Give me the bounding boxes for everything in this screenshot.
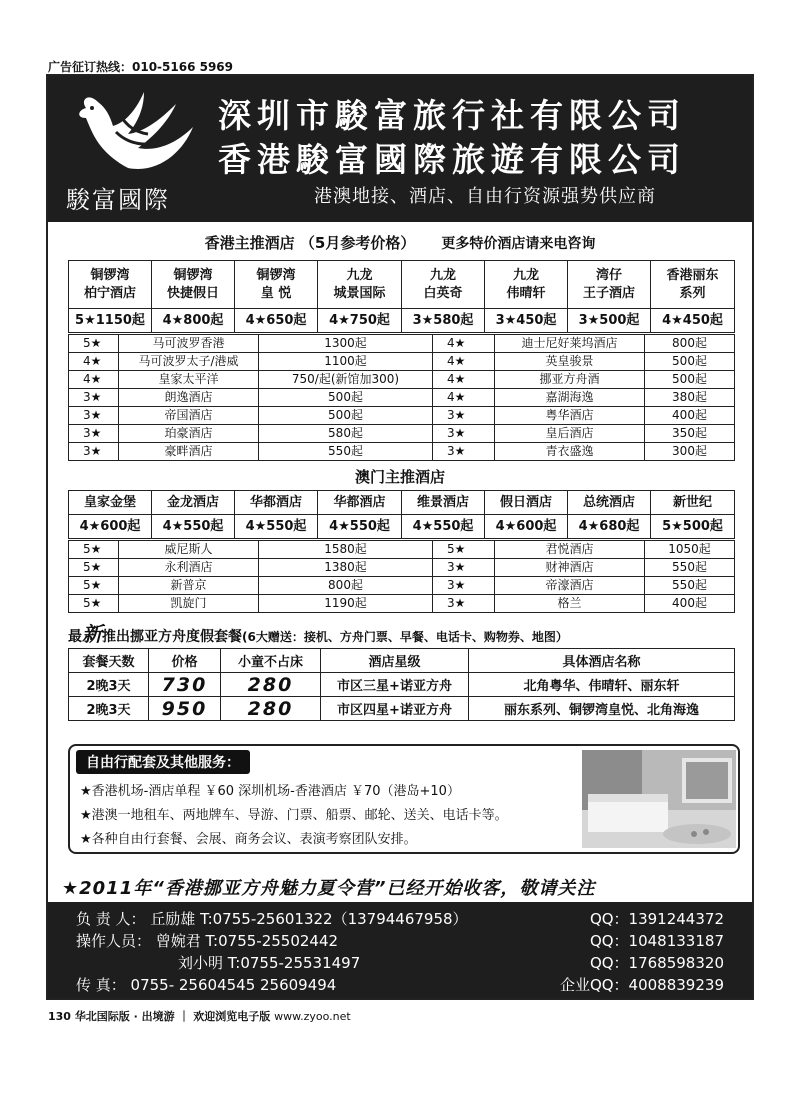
services-box [68,744,740,854]
macau-featured-name: 金龙酒店 [152,491,235,515]
hk-featured-price: 4★750起 [318,309,402,333]
package-child-price: 280 [221,673,321,697]
macau-featured-name: 维景酒店 [402,491,485,515]
hk-featured-hotel: 皇 悦 [260,285,292,301]
hk-featured-hotel: 系列 [679,285,706,301]
hk-price-left: 1100起 [259,353,433,371]
package-hotels: 丽东系列、铜锣湾皇悦、北角海逸 [469,697,735,721]
package-stars: 市区三星+诺亚方舟 [321,673,469,697]
contact-operator-1: 操作人员： 曾婉君 T:0755-25502442 [76,932,339,950]
ad-hotline: 广告征订热线：010-5166 5969 [48,60,234,74]
hk-star-right: 3★ [433,407,495,425]
hk-star-left: 3★ [69,443,119,461]
macau-featured-price: 4★550起 [318,515,402,539]
hk-featured-name [402,261,485,309]
hk-featured-hotel: 王子酒店 [582,285,635,301]
hk-subtitle: 更多特价酒店请来电咨询 [441,236,596,252]
hk-featured-name [152,261,235,309]
hk-featured-area: 九龙 [346,267,373,283]
hk-row [69,389,735,407]
macau-row [69,577,735,595]
hk-star-left: 4★ [69,371,119,389]
hk-star-left: 4★ [69,353,119,371]
macau-star-right: 3★ [433,577,495,595]
hk-row [69,335,735,353]
macau-hotel-left: 凯旋门 [119,595,259,613]
hk-price-left: 580起 [259,425,433,443]
macau-section-title: 澳门主推酒店 [354,468,445,486]
macau-featured-name: 总统酒店 [568,491,651,515]
hk-price-right: 500起 [645,353,735,371]
macau-star-right: 3★ [433,595,495,613]
package-header: 具体酒店名称 [469,649,735,673]
hk-featured-hotel: 柏宁酒店 [83,285,136,301]
package-title-pre: 最 [68,629,82,645]
hk-price-left: 500起 [259,407,433,425]
hk-hotel-table [68,334,735,461]
package-price: 950 [149,697,221,721]
service-item: ★港澳一地租车、两地牌车、导游、门票、船票、邮轮、送关、电话卡等。 [80,808,508,823]
hk-hotel-right: 嘉湖海逸 [495,389,645,407]
company-name-shenzhen: 深圳市駿富旅行社有限公司 [218,96,686,135]
hk-star-left: 5★ [69,335,119,353]
hk-star-right: 3★ [433,443,495,461]
hk-row [69,407,735,425]
macau-featured-name: 假日酒店 [485,491,568,515]
hk-featured-name [651,261,735,309]
contact-operator-2: 刘小明 T:0755-25531497 [178,954,361,972]
hk-price-left: 750/起(新馆加300) [259,371,433,389]
package-gifts: (6大赠送：接机、方舟门票、早餐、电话卡、购物券、地图） [242,630,568,644]
macau-price-left: 1190起 [259,595,433,613]
hk-featured-name [235,261,318,309]
macau-price-left: 800起 [259,577,433,595]
macau-price-left: 1580起 [259,541,433,559]
hk-star-right: 3★ [433,425,495,443]
macau-featured-price: 4★600起 [69,515,152,539]
package-stars: 市区四星+诺亚方舟 [321,697,469,721]
page-number: 130 [48,1010,71,1023]
package-title [68,618,568,647]
hk-hotel-right: 粤华酒店 [495,407,645,425]
company-name-hongkong: 香港駿富國際旅遊有限公司 [218,140,686,179]
macau-hotel-left: 永利酒店 [119,559,259,577]
macau-star-left: 5★ [69,541,119,559]
services-title: 自由行配套及其他服务： [76,750,250,774]
hk-price-right: 300起 [645,443,735,461]
contact-panel [48,902,752,998]
macau-hotel-left: 威尼斯人 [119,541,259,559]
service-item: ★各种自由行套餐、会展、商务会议、表演考察团队安排。 [80,832,417,847]
hk-featured-price: 4★450起 [651,309,735,333]
contact-operator-2-qq: QQ：1768598320 [589,954,724,972]
contact-enterprise-qq: 企业QQ：4008839239 [559,976,724,994]
macau-hotel-table [68,540,735,613]
macau-star-right: 3★ [433,559,495,577]
macau-hotel-right: 帝濠酒店 [495,577,645,595]
package-title-new: 新 [82,622,102,646]
macau-star-left: 5★ [69,577,119,595]
hk-price-left: 500起 [259,389,433,407]
hk-featured-name [568,261,651,309]
footer-text: 华北国际版 · 出境游 ｜ 欢迎浏览电子版 [74,1010,271,1023]
hk-featured-area: 铜锣湾 [173,267,213,283]
hk-featured-name [69,261,152,309]
macau-hotel-right: 格兰 [495,595,645,613]
contact-operator-1-qq: QQ：1048133187 [589,932,724,950]
hk-featured-name [485,261,568,309]
hk-star-right: 4★ [433,389,495,407]
advertisement-frame [46,74,754,1000]
macau-row [69,559,735,577]
hk-featured-price: 3★500起 [568,309,651,333]
package-child-price: 280 [221,697,321,721]
hk-price-right: 350起 [645,425,735,443]
package-hotels: 北角粤华、伟晴轩、丽东轩 [469,673,735,697]
hk-row [69,371,735,389]
hk-title: 香港主推酒店 （5月参考价格） [204,234,416,252]
hk-hotel-left: 皇家太平洋 [119,371,259,389]
macau-featured-price: 4★550起 [152,515,235,539]
contact-fax: 传 真： 0755- 25604545 25609494 [76,976,337,994]
macau-featured-name: 华都酒店 [318,491,402,515]
package-table [68,648,735,721]
macau-featured-price: 4★550起 [235,515,318,539]
hk-hotel-left: 珀豪酒店 [119,425,259,443]
hk-hotel-right: 皇后酒店 [495,425,645,443]
hk-hotel-left: 马可波罗香港 [119,335,259,353]
macau-hotel-left: 新普京 [119,577,259,595]
package-header: 价格 [149,649,221,673]
hk-featured-price: 4★800起 [152,309,235,333]
hk-star-right: 4★ [433,371,495,389]
hk-hotel-left: 马可波罗太子/港威 [119,353,259,371]
hk-featured-price: 4★650起 [235,309,318,333]
macau-price-right: 550起 [645,577,735,595]
package-header: 小童不占床 [221,649,321,673]
hk-featured-price: 3★580起 [402,309,485,333]
hk-featured-area: 湾仔 [595,267,622,283]
macau-star-right: 5★ [433,541,495,559]
hk-section-title [48,232,752,253]
hk-hotel-left: 朗逸酒店 [119,389,259,407]
page-footer [48,1008,351,1024]
macau-hotel-right: 君悦酒店 [495,541,645,559]
package-header: 套餐天数 [69,649,149,673]
hk-hotel-right: 挪亚方舟酒 [495,371,645,389]
macau-star-left: 5★ [69,559,119,577]
hk-featured-hotel: 伟晴轩 [506,285,546,301]
hotel-room-photo [582,750,736,848]
macau-star-left: 5★ [69,595,119,613]
package-days: 2晚3天 [69,673,149,697]
hk-hotel-right: 迪士尼好莱坞酒店 [495,335,645,353]
macau-price-right: 400起 [645,595,735,613]
macau-row [69,595,735,613]
summer-camp-banner: ★2011年“香港挪亚方舟魅力夏令营”已经开始收客，敬请关注 [62,878,596,899]
macau-featured-name: 华都酒店 [235,491,318,515]
hk-featured-hotel: 城景国际 [333,285,386,301]
hk-featured-price: 3★450起 [485,309,568,333]
macau-featured-name: 新世纪 [651,491,735,515]
hk-featured-area: 铜锣湾 [90,267,130,283]
hk-featured-table [68,260,735,333]
macau-price-left: 1380起 [259,559,433,577]
macau-featured-price: 4★600起 [485,515,568,539]
package-days: 2晚3天 [69,697,149,721]
macau-row [69,541,735,559]
company-tagline: 港澳地接、酒店、自由行资源强势供应商 [314,186,656,207]
hk-hotel-left: 帝国酒店 [119,407,259,425]
hk-featured-name [318,261,402,309]
hk-star-left: 3★ [69,389,119,407]
package-price: 730 [149,673,221,697]
hk-featured-price: 5★1150起 [69,309,152,333]
hk-featured-area: 铜锣湾 [256,267,296,283]
macau-featured-name: 皇家金堡 [69,491,152,515]
hk-hotel-right: 青衣盛逸 [495,443,645,461]
hk-price-left: 1300起 [259,335,433,353]
company-header [48,76,752,222]
macau-featured-table [68,490,735,539]
contact-manager: 负 责 人： 丘励雄 T:0755-25601322（13794467958） [76,910,468,928]
hk-star-left: 3★ [69,425,119,443]
hk-row [69,443,735,461]
hk-price-right: 400起 [645,407,735,425]
package-title-main: 推出挪亚方舟度假套餐 [102,629,242,645]
hk-row [69,425,735,443]
package-header: 酒店星级 [321,649,469,673]
hk-price-right: 500起 [645,371,735,389]
footer-url[interactable]: www.zyoo.net [274,1010,351,1023]
contact-manager-qq: QQ：1391244372 [589,910,724,928]
macau-featured-price: 4★680起 [568,515,651,539]
hk-featured-area: 香港丽东 [666,267,719,283]
hk-featured-area: 九龙 [512,267,539,283]
hk-star-right: 4★ [433,335,495,353]
hk-star-right: 4★ [433,353,495,371]
macau-featured-price: 5★500起 [651,515,735,539]
hk-star-left: 3★ [69,407,119,425]
hk-price-right: 800起 [645,335,735,353]
hk-price-right: 380起 [645,389,735,407]
hk-price-left: 550起 [259,443,433,461]
hk-featured-hotel: 白英奇 [423,285,463,301]
macau-price-right: 1050起 [645,541,735,559]
hk-hotel-left: 豪畔酒店 [119,443,259,461]
hk-featured-area: 九龙 [429,267,456,283]
phoenix-logo-icon [58,82,198,182]
macau-price-right: 550起 [645,559,735,577]
logo-text: 駿富國際 [66,186,170,214]
macau-hotel-right: 财神酒店 [495,559,645,577]
hk-row [69,353,735,371]
hk-featured-hotel: 快捷假日 [166,285,219,301]
service-item: ★香港机场-酒店单程 ￥60 深圳机场-香港酒店 ￥70（港岛+10） [80,784,460,799]
macau-featured-price: 4★550起 [402,515,485,539]
hk-hotel-right: 英皇骏景 [495,353,645,371]
